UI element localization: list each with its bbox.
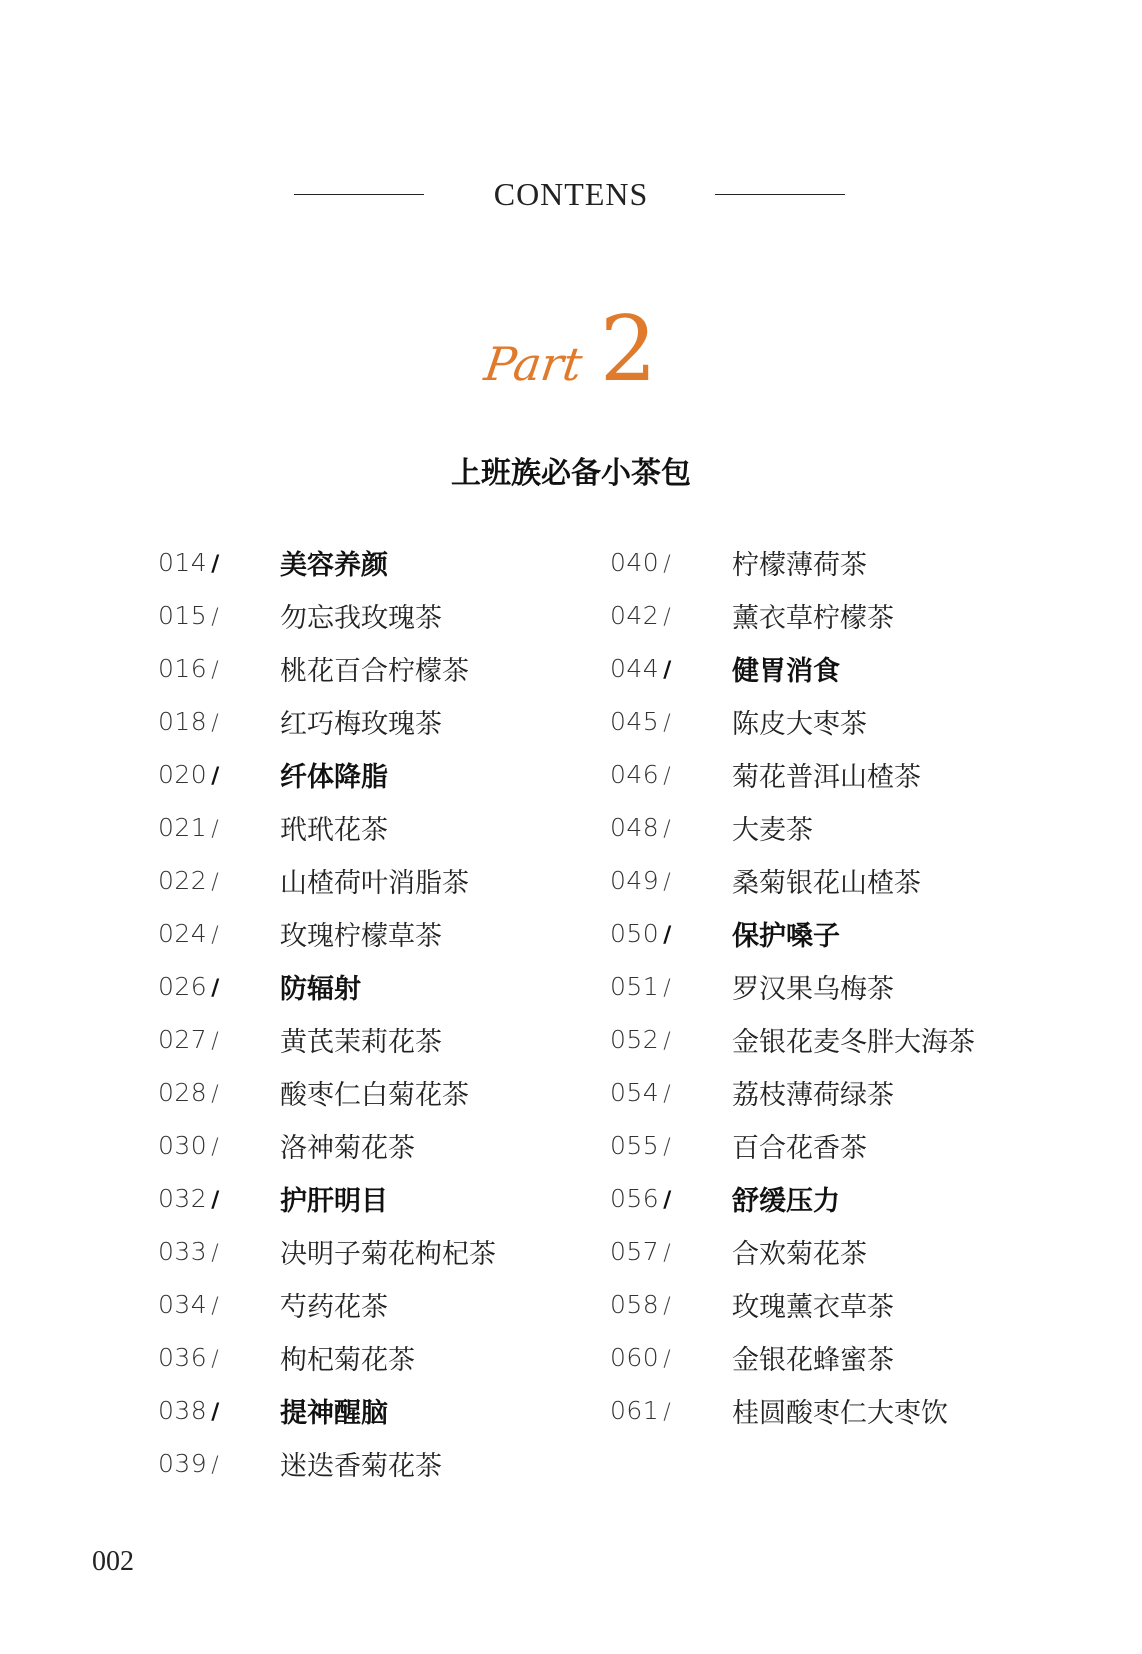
- toc-page-ref: [610, 972, 732, 1001]
- toc-entry-row[interactable]: [610, 854, 975, 907]
- toc-page-ref: [158, 1237, 280, 1266]
- toc-entry-row[interactable]: [610, 1013, 975, 1066]
- toc-entry-row[interactable]: [158, 695, 496, 748]
- toc-page-number: 057: [610, 1237, 660, 1266]
- toc-page-number: 015: [158, 601, 208, 630]
- toc-page-ref: [158, 707, 280, 736]
- toc-page-ref: [158, 1131, 280, 1160]
- toc-page-ref: [610, 1237, 732, 1266]
- toc-page-ref: [610, 1396, 732, 1425]
- toc-page-ref: [158, 1396, 280, 1425]
- toc-page-number: 050: [610, 919, 660, 948]
- toc-entry-row[interactable]: [158, 1437, 496, 1490]
- toc-separator: /: [663, 817, 672, 842]
- toc-separator: /: [663, 764, 672, 789]
- toc-separator: /: [663, 1294, 672, 1319]
- toc-page-ref: [158, 1078, 280, 1107]
- toc-page-ref: [610, 919, 732, 948]
- toc-page-number: 048: [610, 813, 660, 842]
- toc-entry-title: 柠檬薄荷茶: [732, 550, 867, 581]
- toc-entry-row[interactable]: [158, 1331, 496, 1384]
- toc-entry-row[interactable]: [610, 589, 975, 642]
- toc-page-number: 034: [158, 1290, 208, 1319]
- toc-page-number: 018: [158, 707, 208, 736]
- toc-entry-title: 红巧梅玫瑰茶: [280, 709, 442, 740]
- toc-section-row[interactable]: [158, 1384, 496, 1437]
- toc-page-ref: [158, 601, 280, 630]
- toc-section-row[interactable]: [610, 1172, 975, 1225]
- toc-separator: /: [211, 1294, 220, 1319]
- toc-separator: /: [211, 605, 220, 630]
- toc-entry-row[interactable]: [610, 1331, 975, 1384]
- toc-page-ref: [610, 601, 732, 630]
- toc-entry-row[interactable]: [158, 801, 496, 854]
- toc-separator: /: [211, 1400, 220, 1425]
- toc-entry-title: 芍药花茶: [280, 1292, 388, 1323]
- toc-separator: /: [211, 817, 220, 842]
- toc-entry-title: 合欢菊花茶: [732, 1239, 867, 1270]
- toc-separator: /: [663, 976, 672, 1001]
- toc-separator: /: [211, 923, 220, 948]
- toc-page-ref: [158, 1184, 280, 1213]
- header-rule-right: [715, 194, 845, 195]
- contents-header: [0, 166, 1142, 226]
- toc-separator: /: [663, 923, 672, 948]
- toc-separator: /: [663, 605, 672, 630]
- toc-page-ref: [158, 760, 280, 789]
- toc-page-ref: [610, 1184, 732, 1213]
- toc-page-number: 058: [610, 1290, 660, 1319]
- toc-section-title: 保护嗓子: [732, 921, 840, 952]
- toc-entry-title: 玫瑰薰衣草茶: [732, 1292, 894, 1323]
- toc-page-number: 056: [610, 1184, 660, 1213]
- toc-page-number: 027: [158, 1025, 208, 1054]
- toc-entry-row[interactable]: [610, 695, 975, 748]
- toc-column-left: [158, 536, 496, 1490]
- toc-section-title: 纤体降脂: [280, 762, 388, 793]
- toc-section-title: 健胃消食: [732, 656, 840, 687]
- toc-page-ref: [610, 760, 732, 789]
- toc-entry-row[interactable]: [158, 1225, 496, 1278]
- toc-entry-row[interactable]: [158, 642, 496, 695]
- toc-separator: /: [211, 658, 220, 683]
- toc-entry-row[interactable]: [158, 1013, 496, 1066]
- toc-entry-title: 金银花麦冬胖大海茶: [732, 1027, 975, 1058]
- toc-page-number: 024: [158, 919, 208, 948]
- toc-page-ref: [610, 707, 732, 736]
- toc-separator: /: [211, 976, 220, 1001]
- toc-separator: /: [211, 1082, 220, 1107]
- toc-entry-row[interactable]: [158, 1119, 496, 1172]
- toc-page-ref: [610, 654, 732, 683]
- toc-entry-title: 枸杞菊花茶: [280, 1345, 415, 1376]
- toc-page-number: 044: [610, 654, 660, 683]
- toc-page-number: 039: [158, 1449, 208, 1478]
- toc-page-number: 052: [610, 1025, 660, 1054]
- toc-entry-row[interactable]: [610, 1384, 975, 1437]
- toc-page-ref: [610, 813, 732, 842]
- toc-page-number: 026: [158, 972, 208, 1001]
- toc-page-number: 014: [158, 548, 208, 577]
- toc-page-ref: [610, 1131, 732, 1160]
- toc-section-title: 防辐射: [280, 974, 361, 1005]
- toc-page-ref: [158, 1025, 280, 1054]
- toc-page-ref: [610, 866, 732, 895]
- toc-entry-title: 桃花百合柠檬茶: [280, 656, 469, 687]
- toc-page-ref: [610, 548, 732, 577]
- toc-section-row[interactable]: [610, 907, 975, 960]
- toc-page-number: 060: [610, 1343, 660, 1372]
- toc-entry-title: 桑菊银花山楂茶: [732, 868, 921, 899]
- toc-separator: /: [663, 552, 672, 577]
- toc-entry-title: 酸枣仁白菊花茶: [280, 1080, 469, 1111]
- toc-entry-title: 罗汉果乌梅茶: [732, 974, 894, 1005]
- toc-section-row[interactable]: [158, 748, 496, 801]
- toc-section-row[interactable]: [158, 960, 496, 1013]
- toc-entry-row[interactable]: [610, 1066, 975, 1119]
- toc-separator: /: [663, 711, 672, 736]
- toc-page-ref: [610, 1343, 732, 1372]
- toc-entry-title: 百合花香茶: [732, 1133, 867, 1164]
- toc-entry-title: 玳玳花茶: [280, 815, 388, 846]
- page-number: 002: [92, 1546, 134, 1577]
- toc-separator: /: [211, 1241, 220, 1266]
- toc-page-ref: [610, 1078, 732, 1107]
- toc-entry-title: 山楂荷叶消脂茶: [280, 868, 469, 899]
- toc-entry-row[interactable]: [610, 1225, 975, 1278]
- toc-entry-title: 大麦茶: [732, 815, 813, 846]
- toc-page-number: 028: [158, 1078, 208, 1107]
- toc-entry-row[interactable]: [610, 1278, 975, 1331]
- toc-page-number: 049: [610, 866, 660, 895]
- toc-page-number: 030: [158, 1131, 208, 1160]
- toc-page-number: 036: [158, 1343, 208, 1372]
- toc-entry-title: 决明子菊花枸杞茶: [280, 1239, 496, 1270]
- toc-separator: /: [211, 1188, 220, 1213]
- toc-page-ref: [158, 1343, 280, 1372]
- toc-page-number: 040: [610, 548, 660, 577]
- toc-section-title: 美容养颜: [280, 550, 388, 581]
- toc-separator: /: [663, 1082, 672, 1107]
- toc-section-row[interactable]: [610, 642, 975, 695]
- toc-section-row[interactable]: [158, 536, 496, 589]
- toc-entry-title: 黄芪茉莉花茶: [280, 1027, 442, 1058]
- toc-page-ref: [158, 654, 280, 683]
- part-heading: [0, 297, 1142, 402]
- toc-page-ref: [158, 866, 280, 895]
- toc-entry-row[interactable]: [158, 907, 496, 960]
- toc-entry-row[interactable]: [158, 1278, 496, 1331]
- toc-page-number: 020: [158, 760, 208, 789]
- toc-page-number: 021: [158, 813, 208, 842]
- toc-entry-row[interactable]: [610, 536, 975, 589]
- toc-page-number: 061: [610, 1396, 660, 1425]
- toc-page-ref: [158, 548, 280, 577]
- toc-entry-title: 荔枝薄荷绿茶: [732, 1080, 894, 1111]
- toc-separator: /: [211, 1029, 220, 1054]
- toc-page-number: 016: [158, 654, 208, 683]
- toc-page-number: 032: [158, 1184, 208, 1213]
- toc-page-number: 022: [158, 866, 208, 895]
- toc-entry-title: 洛神菊花茶: [280, 1133, 415, 1164]
- toc-section-row[interactable]: [158, 1172, 496, 1225]
- section-subtitle: 上班族必备小茶包: [451, 456, 691, 491]
- toc-separator: /: [663, 870, 672, 895]
- toc-separator: /: [663, 1400, 672, 1425]
- toc-separator: /: [211, 1453, 220, 1478]
- toc-entry-title: 勿忘我玫瑰茶: [280, 603, 442, 634]
- toc-separator: /: [211, 1347, 220, 1372]
- toc-separator: /: [211, 764, 220, 789]
- toc-separator: /: [211, 1135, 220, 1160]
- toc-section-title: 提神醒脑: [280, 1398, 388, 1429]
- contents-title: CONTENS: [493, 176, 649, 212]
- toc-entry-row[interactable]: [158, 854, 496, 907]
- toc-page-number: 033: [158, 1237, 208, 1266]
- toc-page-number: 055: [610, 1131, 660, 1160]
- part-word: Part: [481, 337, 586, 391]
- toc-page-ref: [158, 919, 280, 948]
- toc-entry-row[interactable]: [158, 589, 496, 642]
- toc-page-ref: [610, 1025, 732, 1054]
- toc-entry-title: 陈皮大枣茶: [732, 709, 867, 740]
- toc-page-number: 051: [610, 972, 660, 1001]
- toc-page-ref: [158, 972, 280, 1001]
- toc-page-ref: [158, 1449, 280, 1478]
- toc-separator: /: [211, 552, 220, 577]
- toc-column-right: [610, 536, 975, 1437]
- toc-page-number: 042: [610, 601, 660, 630]
- toc-entry-row[interactable]: [158, 1066, 496, 1119]
- toc-separator: /: [663, 1188, 672, 1213]
- toc-section-title: 护肝明目: [280, 1186, 388, 1217]
- toc-separator: /: [211, 870, 220, 895]
- toc-entry-row[interactable]: [610, 748, 975, 801]
- part-number: 2: [599, 297, 658, 402]
- toc-separator: /: [663, 1241, 672, 1266]
- toc-page-number: 046: [610, 760, 660, 789]
- toc-separator: /: [211, 711, 220, 736]
- toc-entry-title: 薰衣草柠檬茶: [732, 603, 894, 634]
- toc-entry-title: 菊花普洱山楂茶: [732, 762, 921, 793]
- toc-separator: /: [663, 658, 672, 683]
- toc-entry-row[interactable]: [610, 801, 975, 854]
- toc-entry-title: 桂圆酸枣仁大枣饮: [732, 1398, 948, 1429]
- toc-page-number: 045: [610, 707, 660, 736]
- toc-entry-title: 迷迭香菊花茶: [280, 1451, 442, 1482]
- toc-section-title: 舒缓压力: [732, 1186, 840, 1217]
- toc-page-ref: [610, 1290, 732, 1319]
- toc-entry-title: 玫瑰柠檬草茶: [280, 921, 442, 952]
- toc-entry-title: 金银花蜂蜜茶: [732, 1345, 894, 1376]
- toc-separator: /: [663, 1347, 672, 1372]
- toc-page-ref: [158, 813, 280, 842]
- toc-entry-row[interactable]: [610, 1119, 975, 1172]
- toc-separator: /: [663, 1135, 672, 1160]
- toc-page-number: 054: [610, 1078, 660, 1107]
- toc-page-number: 038: [158, 1396, 208, 1425]
- toc-page-ref: [158, 1290, 280, 1319]
- toc-separator: /: [663, 1029, 672, 1054]
- toc-entry-row[interactable]: [610, 960, 975, 1013]
